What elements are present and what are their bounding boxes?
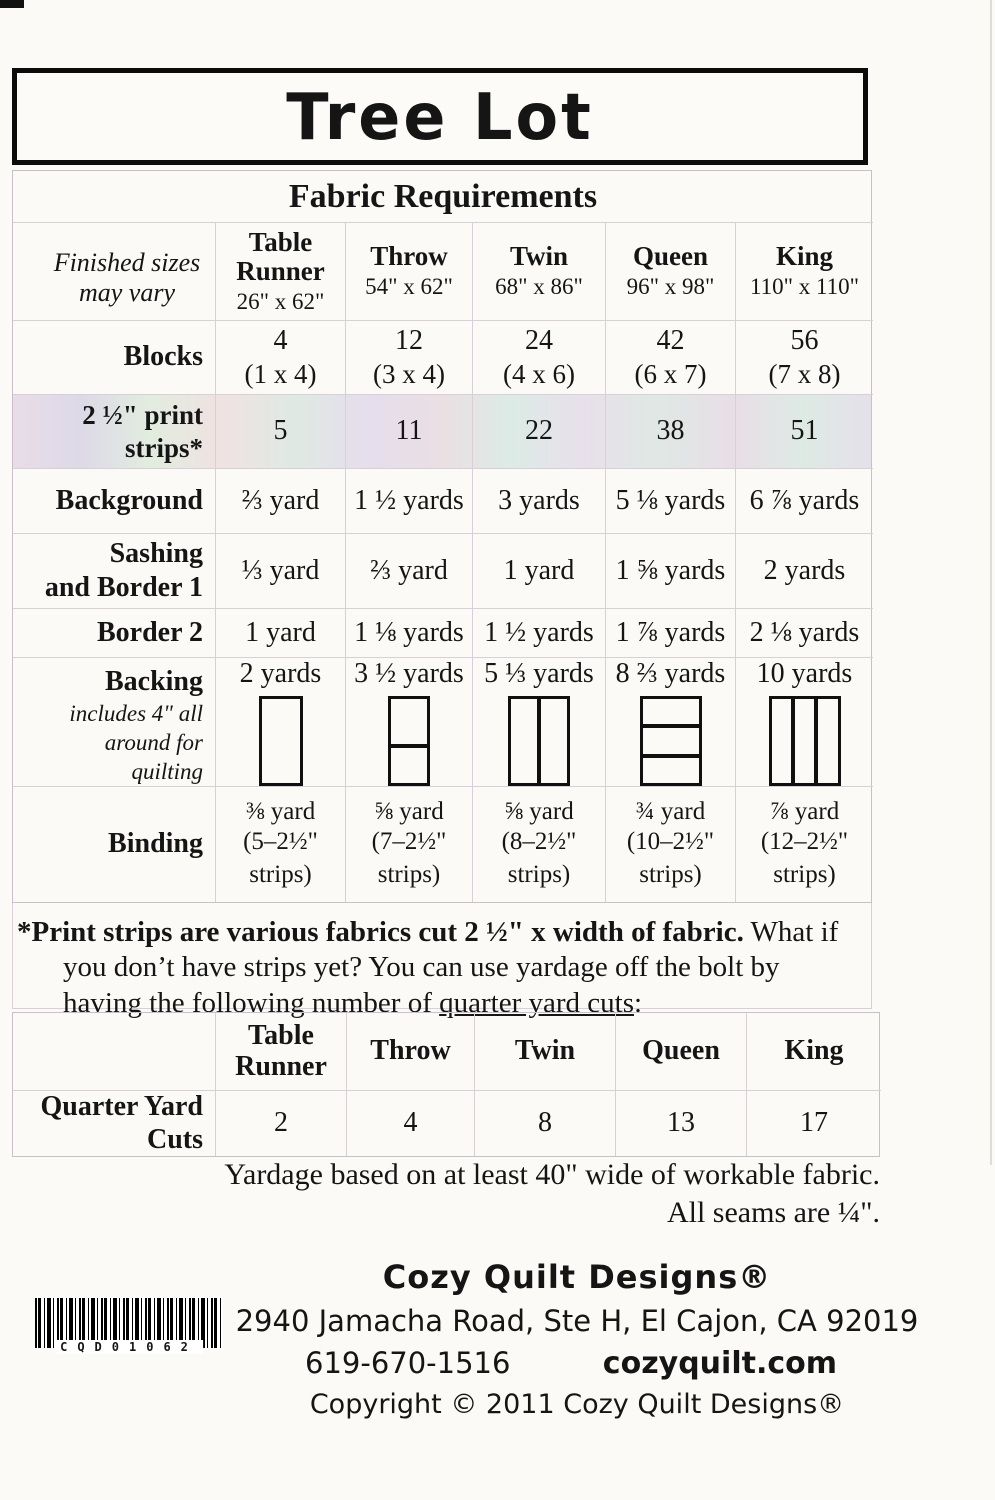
row-label-quarter-yard-cuts: Quarter Yard Cuts — [13, 1091, 216, 1156]
backing-label: Backing — [104, 666, 203, 697]
barcode — [35, 1298, 223, 1354]
backing-cell-king — [736, 658, 873, 787]
row-label-binding: Binding — [13, 787, 216, 902]
backing-cell-queen — [606, 658, 736, 787]
backing-diagram-1panel — [259, 696, 303, 786]
backing-yardage: 3 ½ yards — [354, 658, 464, 689]
copyright-line: Copyright © 2011 Cozy Quilt Designs® — [309, 1389, 845, 1420]
cuts-header-king: King — [747, 1013, 881, 1091]
row-label-sashing-border1 — [13, 534, 216, 609]
size-name: Queen — [632, 241, 708, 272]
backing-yardage: 2 yards — [239, 658, 322, 689]
phone-number: 619-670-1516 — [305, 1346, 511, 1380]
scan-edge-line — [990, 0, 992, 1165]
border2-cell: 1 yard — [216, 609, 346, 658]
pattern-title: Tree Lot — [286, 78, 594, 155]
binding-cell — [216, 787, 346, 902]
blocks-cell — [473, 321, 606, 395]
size-dimensions: 96" x 98" — [626, 274, 715, 300]
background-cell: 1 ½ yards — [346, 469, 473, 534]
column-header-throw — [346, 223, 473, 321]
website: cozyquilt.com — [602, 1346, 837, 1381]
background-cell: 3 yards — [473, 469, 606, 534]
size-dimensions: 68" x 86" — [495, 274, 583, 300]
footer — [217, 1258, 937, 1420]
binding-yardage: ¾ yard — [635, 797, 706, 825]
row-label-border2: Border 2 — [13, 609, 216, 658]
sashing-cell: ⅓ yard — [216, 534, 346, 609]
finished-sizes-note: Finished sizes may vary — [13, 223, 216, 321]
sashing-cell: 1 yard — [473, 534, 606, 609]
size-dimensions: 54" x 62" — [365, 274, 453, 300]
backing-note: includes 4" all around for quilting — [69, 701, 203, 784]
background-cell: 6 ⅞ yards — [736, 469, 873, 534]
block-layout: (6 x 7) — [634, 359, 707, 390]
backing-diagram-2panel-vertical — [508, 696, 570, 786]
binding-yardage: ⅞ yard — [769, 797, 840, 825]
cuts-cell: 17 — [800, 1107, 828, 1139]
block-layout: (7 x 8) — [768, 359, 841, 390]
print-strips-label: 2 ½" print strips* — [82, 400, 203, 463]
fabric-requirements-heading: Fabric Requirements — [13, 171, 873, 223]
sashing-label-line1: Sashing — [109, 538, 203, 570]
binding-strips: (7–2½" strips) — [371, 828, 447, 888]
backing-diagram-3panel-horizontal — [640, 696, 702, 786]
company-address: 2940 Jamacha Road, Ste H, El Cajon, CA 92019 — [235, 1304, 919, 1338]
cuts-header-twin: Twin — [475, 1013, 616, 1091]
sashing-label-line2: and Border 1 — [44, 572, 203, 603]
footnote-paragraph — [17, 915, 861, 1021]
binding-cell — [346, 787, 473, 902]
border2-cell: 1 ½ yards — [473, 609, 606, 658]
binding-cell — [736, 787, 873, 902]
blocks-cell — [606, 321, 736, 395]
print-strips-cell: 22 — [473, 395, 606, 469]
blocks-cell — [736, 321, 873, 395]
row-label-blocks: Blocks — [13, 321, 216, 395]
border2-cell: 2 ⅛ yards — [736, 609, 873, 658]
footnote-underlined: quarter yard cuts — [439, 986, 634, 1019]
backing-cell-table-runner — [216, 658, 346, 787]
border2-cell: 1 ⅞ yards — [606, 609, 736, 658]
print-strips-cell: 11 — [346, 395, 473, 469]
block-count: 24 — [525, 324, 553, 356]
cuts-cell: 8 — [475, 1091, 616, 1156]
cuts-header-throw: Throw — [347, 1013, 475, 1091]
backing-yardage: 8 ⅔ yards — [615, 658, 726, 689]
block-count: 4 — [273, 324, 288, 356]
size-name: Throw — [370, 241, 448, 272]
binding-strips: (8–2½" strips) — [501, 828, 577, 888]
block-layout: (4 x 6) — [503, 359, 575, 390]
binding-yardage: ⅝ yard — [504, 797, 574, 825]
footnote-suffix: : — [633, 986, 643, 1019]
backing-diagram-3panel-vertical — [769, 696, 841, 786]
print-strips-cell: 38 — [606, 395, 736, 469]
fabric-requirements-table — [12, 170, 872, 903]
footnote-text: What if you don’t have strips yet? You can use yardage off the bolt by having the following number of — [63, 916, 839, 1019]
border2-cell: 1 ⅛ yards — [346, 609, 473, 658]
footnote-bold: *Print strips are various fabrics cut 2 ½" x width of fabric. — [17, 916, 744, 948]
sashing-cell: 1 ⅝ yards — [606, 534, 736, 609]
size-dimensions: 26" x 62" — [236, 288, 325, 314]
backing-yardage: 5 ⅓ yards — [484, 658, 594, 689]
size-name: King — [775, 241, 834, 272]
column-header-table-runner — [216, 223, 346, 321]
backing-yardage: 10 yards — [756, 658, 853, 689]
blocks-cell — [346, 321, 473, 395]
sashing-cell: ⅔ yard — [346, 534, 473, 609]
block-count: 12 — [395, 324, 423, 356]
cuts-cell: 13 — [616, 1091, 747, 1156]
cuts-header-table-runner: Table Runner — [216, 1013, 347, 1091]
row-label-print-strips — [13, 395, 216, 469]
scan-corner-artifact — [0, 0, 24, 8]
binding-strips: (5–2½" strips) — [243, 828, 318, 888]
cuts-header-queen: Queen — [616, 1013, 747, 1091]
binding-cell — [606, 787, 736, 902]
column-header-queen — [606, 223, 736, 321]
row-label-background: Background — [13, 469, 216, 534]
binding-cell — [473, 787, 606, 902]
company-name: Cozy Quilt Designs® — [382, 1258, 772, 1296]
print-strips-footnote — [12, 903, 872, 1019]
size-name: Twin — [509, 241, 569, 272]
backing-cell-twin — [473, 658, 606, 787]
cuts-corner-cell — [13, 1013, 216, 1091]
binding-strips: (12–2½" strips) — [760, 828, 849, 888]
block-count: 42 — [656, 324, 685, 356]
block-layout: (1 x 4) — [244, 359, 317, 390]
binding-strips: (10–2½" strips) — [626, 828, 715, 888]
contact-row — [217, 1346, 937, 1381]
yardage-footnote: Yardage based on at least 40" wide of workable fabric. — [224, 1158, 880, 1191]
cuts-cell: 2 — [216, 1091, 347, 1156]
background-cell: 5 ⅛ yards — [606, 469, 736, 534]
quarter-yard-cuts-table — [12, 1012, 880, 1157]
size-dimensions: 110" x 110" — [749, 274, 860, 300]
cuts-cell: 4 — [347, 1091, 475, 1156]
size-name: Table Runner — [236, 226, 325, 286]
background-cell: ⅔ yard — [216, 469, 346, 534]
title-box — [12, 68, 868, 165]
seams-footnote: All seams are ¼". — [666, 1196, 880, 1229]
sashing-cell: 2 yards — [736, 534, 873, 609]
print-strips-cell: 51 — [736, 395, 873, 469]
column-header-twin — [473, 223, 606, 321]
block-count: 56 — [790, 324, 819, 356]
binding-yardage: ⅜ yard — [245, 797, 316, 825]
backing-cell-throw — [346, 658, 473, 787]
blocks-cell — [216, 321, 346, 395]
barcode-digits: CQD01062 — [55, 1340, 203, 1354]
print-strips-cell: 5 — [216, 395, 346, 469]
column-header-king — [736, 223, 873, 321]
row-label-backing — [13, 658, 216, 787]
block-layout: (3 x 4) — [373, 359, 445, 390]
binding-yardage: ⅝ yard — [374, 797, 444, 825]
backing-diagram-2panel-horizontal — [388, 696, 430, 786]
